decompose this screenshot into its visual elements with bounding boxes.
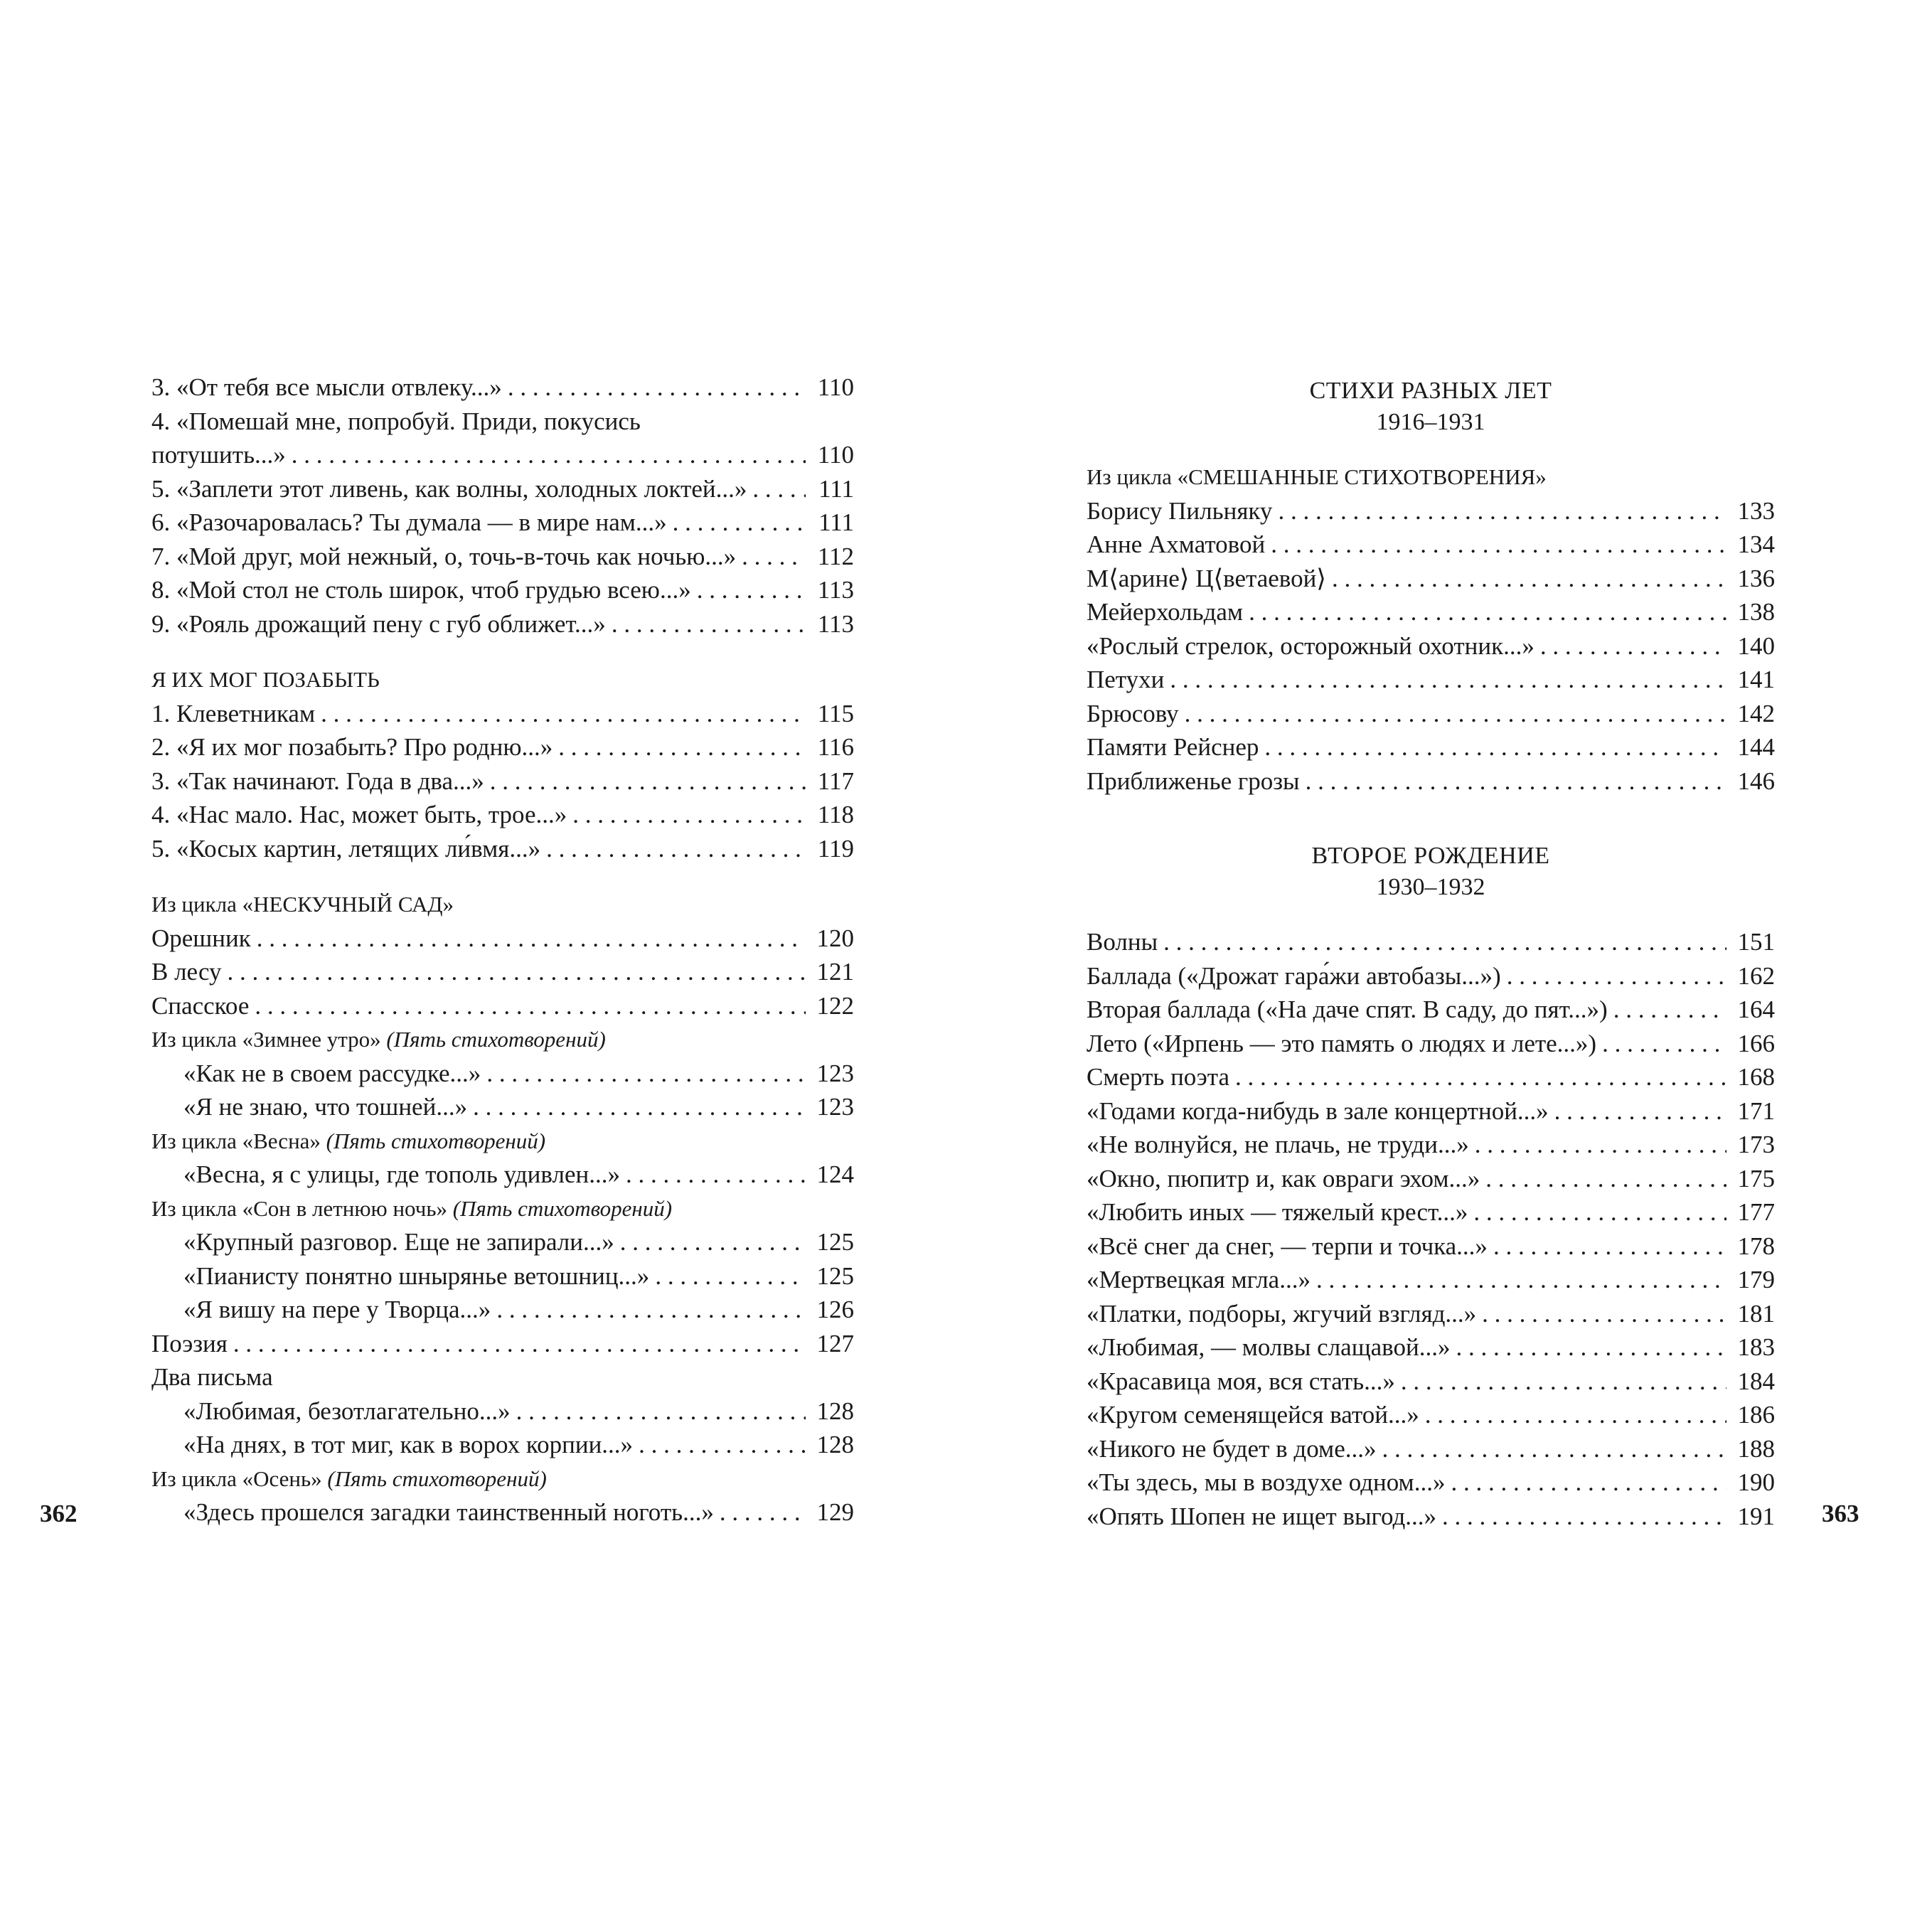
entry-title: 2. «Я их мог позабыть? Про родню...» bbox=[151, 733, 553, 761]
entry-page: 151 bbox=[1737, 928, 1775, 956]
dot-leader bbox=[673, 506, 806, 540]
entry-title: Баллада («Дрожат гара́жи автобазы...») bbox=[1087, 961, 1501, 990]
toc-entry[interactable] bbox=[1087, 697, 1775, 731]
section-heading: Я ИХ МОГ ПОЗАБЫТЬ bbox=[151, 667, 380, 692]
entry-page: 120 bbox=[816, 924, 854, 952]
entry-page: 127 bbox=[816, 1329, 854, 1357]
entry-page: 111 bbox=[818, 508, 854, 536]
toc-entry[interactable] bbox=[1087, 663, 1775, 697]
dot-leader bbox=[742, 540, 806, 574]
dot-leader bbox=[1382, 1432, 1727, 1466]
entry-title: «Любимая, безотлагательно...» bbox=[183, 1397, 511, 1425]
dot-leader bbox=[1482, 1297, 1726, 1331]
entry-title: «Весна, я с улицы, где тополь удивлен...» bbox=[183, 1160, 620, 1188]
entry-page: 121 bbox=[816, 958, 854, 986]
dot-leader bbox=[1306, 764, 1726, 799]
entry-page: 128 bbox=[816, 1397, 854, 1425]
entry-page: 183 bbox=[1737, 1333, 1775, 1361]
entry-page: 115 bbox=[817, 699, 854, 727]
cycle-note: (Пять стихотворений) bbox=[386, 1027, 606, 1052]
group-label bbox=[151, 1360, 854, 1394]
dot-leader bbox=[546, 832, 806, 866]
cycle-heading: Из цикла «СМЕШАННЫЕ СТИХОТВОРЕНИЯ» bbox=[1087, 464, 1547, 489]
entry-page: 111 bbox=[818, 474, 854, 503]
section-title: ВТОРОЕ РОЖДЕНИЕ bbox=[1311, 843, 1550, 869]
dot-leader bbox=[572, 798, 806, 832]
entry-page: 116 bbox=[817, 733, 854, 761]
dot-leader bbox=[1185, 697, 1726, 731]
entry-title: «Годами когда-нибудь в зале концертной...» bbox=[1087, 1096, 1549, 1125]
dot-leader bbox=[1613, 993, 1726, 1027]
entry-page: 178 bbox=[1737, 1232, 1775, 1260]
entry-title: «Платки, подборы, жгучий взгляд...» bbox=[1087, 1299, 1477, 1328]
toc-entry[interactable] bbox=[1087, 528, 1775, 562]
entry-page: 112 bbox=[817, 542, 854, 570]
toc-entry[interactable] bbox=[1087, 1330, 1775, 1365]
entry-title: Смерть поэта bbox=[1087, 1063, 1230, 1091]
section-title: СТИХИ РАЗНЫХ ЛЕТ bbox=[1309, 378, 1552, 404]
cycle-note: (Пять стихотворений) bbox=[452, 1195, 673, 1221]
entry-title: «Красавица моя, вся стать...» bbox=[1087, 1367, 1395, 1395]
entry-page: 128 bbox=[816, 1431, 854, 1458]
entry-title: «Здесь прошелся загадки таинственный ноготь...» bbox=[183, 1498, 714, 1526]
entry-title: Два письма bbox=[151, 1363, 273, 1391]
section-years: 1930–1932 bbox=[1376, 874, 1485, 900]
toc-entry[interactable] bbox=[151, 1057, 854, 1091]
entry-title: «Не волнуйся, не плачь, не труди...» bbox=[1087, 1131, 1469, 1158]
entry-title: 4. «Нас мало. Нас, может быть, трое...» bbox=[151, 801, 567, 828]
toc-entry[interactable] bbox=[151, 1293, 854, 1327]
toc-entry[interactable] bbox=[1087, 1500, 1775, 1534]
dot-leader bbox=[233, 1327, 806, 1361]
entry-title: «Опять Шопен не ищет выгод...» bbox=[1087, 1502, 1437, 1530]
toc-entry[interactable] bbox=[151, 697, 854, 731]
right-page bbox=[966, 0, 1932, 1932]
entry-page: 142 bbox=[1737, 699, 1775, 727]
entry-page: 166 bbox=[1737, 1029, 1775, 1057]
toc-entry[interactable] bbox=[151, 370, 854, 405]
toc-entry[interactable] bbox=[151, 1394, 854, 1429]
cycle-heading bbox=[151, 1124, 854, 1158]
entry-title: 3. «От тебя все мысли отвлеку...» bbox=[151, 373, 502, 401]
entry-page: 140 bbox=[1737, 631, 1775, 660]
dot-leader bbox=[1271, 528, 1726, 562]
section-heading: Из цикла «НЕСКУЧНЫЙ САД» bbox=[151, 892, 454, 917]
toc-entry[interactable] bbox=[1087, 629, 1775, 663]
toc-entry[interactable] bbox=[1087, 1094, 1775, 1128]
toc-entry[interactable] bbox=[151, 1090, 854, 1124]
entry-page: 177 bbox=[1737, 1198, 1775, 1226]
dot-leader bbox=[1278, 494, 1726, 528]
entry-title: Мейерхольдам bbox=[1087, 598, 1244, 626]
cycle-note: (Пять стихотворений) bbox=[327, 1466, 547, 1491]
entry-title: «Любимая, — молвы слащавой...» bbox=[1087, 1333, 1451, 1361]
entry-title: Орешник bbox=[151, 924, 251, 952]
toc-entry[interactable] bbox=[151, 1259, 854, 1293]
entry-title: 8. «Мой стол не столь широк, чтоб грудью всею...» bbox=[151, 576, 691, 604]
entry-title: М⟨арине⟩ Ц⟨ветаевой⟩ bbox=[1087, 564, 1326, 592]
dot-leader bbox=[1493, 1229, 1726, 1264]
entry-title: «Никого не будет в доме...» bbox=[1087, 1434, 1377, 1463]
toc-entry[interactable] bbox=[1087, 1060, 1775, 1094]
toc-entry[interactable] bbox=[1087, 1398, 1775, 1432]
cycle-heading bbox=[151, 1462, 854, 1496]
entry-title: Вторая баллада («На даче спят. В саду, до пят...») bbox=[1087, 996, 1608, 1023]
entry-title: «Мертвецкая мгла...» bbox=[1087, 1266, 1311, 1293]
dot-leader bbox=[1473, 1195, 1726, 1229]
cycle-note: (Пять стихотворений) bbox=[326, 1128, 546, 1153]
cycle-title: Из цикла «Сон в летнюю ночь» bbox=[151, 1195, 447, 1221]
entry-title: В лесу bbox=[151, 958, 222, 986]
dot-leader bbox=[486, 1057, 806, 1091]
toc-entry[interactable] bbox=[1087, 1297, 1775, 1331]
dot-leader bbox=[639, 1428, 806, 1462]
cycle-heading bbox=[151, 1192, 854, 1226]
entry-title: «Ты здесь, мы в воздухе одном...» bbox=[1087, 1468, 1446, 1496]
dot-leader bbox=[1602, 1027, 1726, 1061]
dot-leader bbox=[1540, 629, 1726, 663]
entry-page: 184 bbox=[1737, 1367, 1775, 1395]
entry-title-line1: 4. «Помешай мне, попробуй. Приди, покусись bbox=[151, 407, 641, 435]
entry-page: 129 bbox=[816, 1498, 854, 1526]
toc-entry[interactable] bbox=[151, 1225, 854, 1259]
dot-leader bbox=[720, 1495, 806, 1530]
entry-title: «Рослый стрелок, осторожный охотник...» bbox=[1087, 631, 1535, 660]
entry-title: Борису Пильняку bbox=[1087, 496, 1273, 525]
entry-title: Брюсову bbox=[1087, 699, 1179, 727]
entry-title: Анне Ахматовой bbox=[1087, 530, 1266, 558]
dot-leader bbox=[558, 730, 806, 764]
entry-page: 171 bbox=[1737, 1096, 1775, 1125]
entry-page: 179 bbox=[1737, 1266, 1775, 1293]
toc-entry[interactable] bbox=[1087, 1263, 1775, 1297]
dot-leader bbox=[1425, 1398, 1726, 1432]
entry-title: «Пианисту понятно шнырянье ветошниц...» bbox=[183, 1261, 650, 1290]
entry-page: 117 bbox=[817, 767, 854, 795]
section-years: 1916–1931 bbox=[1376, 409, 1485, 435]
toc-entry[interactable] bbox=[1087, 1195, 1775, 1229]
entry-page: 188 bbox=[1737, 1434, 1775, 1463]
toc-entry[interactable] bbox=[151, 955, 854, 989]
toc-entry[interactable] bbox=[151, 472, 854, 506]
dot-leader bbox=[1485, 1162, 1726, 1196]
entry-title: 5. «Заплети этот ливень, как волны, холодных локтей...» bbox=[151, 474, 747, 503]
entry-title: потушить...» bbox=[151, 441, 286, 469]
toc-entry[interactable] bbox=[1087, 494, 1775, 528]
dot-leader bbox=[1451, 1466, 1726, 1500]
entry-title: Лето («Ирпень — это память о людях и лете...») bbox=[1087, 1029, 1597, 1057]
toc-entry[interactable] bbox=[151, 1158, 854, 1192]
cycle-title: Из цикла «Зимнее утро» bbox=[151, 1027, 381, 1052]
entry-page: 123 bbox=[816, 1059, 854, 1087]
toc-entry[interactable] bbox=[1087, 1432, 1775, 1466]
toc-entry[interactable] bbox=[151, 405, 854, 472]
entry-page: 144 bbox=[1737, 733, 1775, 761]
dot-leader bbox=[1249, 595, 1726, 629]
toc-entry[interactable] bbox=[1087, 1162, 1775, 1196]
entry-page: 190 bbox=[1737, 1468, 1775, 1496]
toc-entry[interactable] bbox=[1087, 993, 1775, 1027]
entry-page: 181 bbox=[1737, 1299, 1775, 1328]
toc-entry[interactable] bbox=[151, 798, 854, 832]
dot-leader bbox=[516, 1394, 806, 1429]
dot-leader bbox=[697, 573, 806, 607]
dot-leader bbox=[1442, 1500, 1726, 1534]
entry-title: 6. «Разочаровалась? Ты думала — в мире нам...» bbox=[151, 508, 667, 536]
entry-title: «На днях, в тот миг, как в ворох корпии...» bbox=[183, 1431, 634, 1458]
page-number: 363 bbox=[1822, 1500, 1859, 1527]
toc-entry[interactable] bbox=[1087, 959, 1775, 993]
entry-title: «Любить иных — тяжелый крест...» bbox=[1087, 1198, 1468, 1226]
entry-page: 134 bbox=[1737, 530, 1775, 558]
dot-leader bbox=[655, 1259, 806, 1293]
entry-title: 1. Клеветникам bbox=[151, 699, 316, 727]
entry-page: 110 bbox=[817, 373, 854, 401]
toc-left bbox=[151, 370, 854, 1530]
entry-title: 7. «Мой друг, мой нежный, о, точь-в-точь как ночью...» bbox=[151, 542, 737, 570]
dot-leader bbox=[1475, 1128, 1726, 1162]
entry-title: «Я не знаю, что тошней...» bbox=[183, 1093, 468, 1121]
entry-page: 141 bbox=[1737, 666, 1775, 693]
entry-title: Спасское bbox=[151, 991, 250, 1020]
toc-entry[interactable] bbox=[1087, 1128, 1775, 1162]
entry-page: 164 bbox=[1737, 996, 1775, 1023]
toc-entry[interactable] bbox=[151, 506, 854, 540]
entry-page: 173 bbox=[1737, 1131, 1775, 1158]
toc-entry[interactable] bbox=[1087, 1365, 1775, 1399]
toc-entry[interactable] bbox=[151, 922, 854, 956]
entry-title: «Кругом семенящейся ватой...» bbox=[1087, 1401, 1419, 1429]
toc-entry[interactable] bbox=[151, 730, 854, 764]
dot-leader bbox=[626, 1158, 806, 1192]
entry-page: 138 bbox=[1737, 598, 1775, 626]
dot-leader bbox=[1264, 730, 1726, 764]
entry-page: 133 bbox=[1737, 496, 1775, 525]
entry-page: 136 bbox=[1737, 564, 1775, 592]
toc-entry[interactable] bbox=[151, 1428, 854, 1462]
entry-page: 186 bbox=[1737, 1401, 1775, 1429]
cycle-heading bbox=[151, 1023, 854, 1057]
entry-title: 3. «Так начинают. Года в два...» bbox=[151, 767, 484, 795]
page-number: 362 bbox=[40, 1500, 78, 1527]
dot-leader bbox=[473, 1090, 806, 1124]
entry-page: 119 bbox=[817, 834, 854, 863]
entry-page: 191 bbox=[1737, 1502, 1775, 1530]
toc-entry[interactable] bbox=[1087, 925, 1775, 959]
dot-leader bbox=[490, 764, 806, 799]
dot-leader bbox=[1507, 959, 1726, 993]
entry-title: «Я вишу на пере у Творца...» bbox=[183, 1296, 491, 1323]
entry-title: 9. «Рояль дрожащий пену с губ оближет...» bbox=[151, 609, 606, 638]
entry-title: Петухи bbox=[1087, 666, 1165, 693]
dot-leader bbox=[1401, 1365, 1726, 1399]
dot-leader bbox=[496, 1293, 806, 1327]
dot-leader bbox=[508, 370, 806, 405]
entry-page: 123 bbox=[816, 1093, 854, 1121]
entry-title: Приближенье грозы bbox=[1087, 767, 1300, 795]
dot-leader bbox=[1170, 663, 1726, 697]
entry-page: 162 bbox=[1737, 961, 1775, 990]
toc-entry[interactable] bbox=[151, 832, 854, 866]
entry-title: 5. «Косых картин, летящих ли́вмя...» bbox=[151, 834, 541, 863]
entry-page: 124 bbox=[816, 1160, 854, 1188]
dot-leader bbox=[1235, 1060, 1726, 1094]
toc-entry[interactable] bbox=[1087, 595, 1775, 629]
dot-leader bbox=[612, 607, 806, 641]
entry-page: 110 bbox=[817, 441, 854, 469]
entry-title: «Всё снег да снег, — терпи и точка...» bbox=[1087, 1232, 1488, 1260]
entry-page: 118 bbox=[817, 801, 854, 828]
entry-page: 125 bbox=[816, 1228, 854, 1256]
toc-entry[interactable] bbox=[1087, 730, 1775, 764]
toc-entry[interactable] bbox=[1087, 562, 1775, 596]
entry-title: Поэзия bbox=[151, 1329, 228, 1357]
toc-entry[interactable] bbox=[151, 607, 854, 641]
dot-leader bbox=[255, 989, 806, 1023]
toc-entry[interactable] bbox=[151, 1495, 854, 1530]
entry-page: 126 bbox=[816, 1296, 854, 1323]
entry-title: «Окно, пюпитр и, как овраги эхом...» bbox=[1087, 1164, 1480, 1192]
toc-entry[interactable] bbox=[151, 540, 854, 574]
entry-page: 146 bbox=[1737, 767, 1775, 795]
toc-right bbox=[1087, 375, 1775, 1533]
toc-entry[interactable] bbox=[1087, 764, 1775, 799]
entry-page: 168 bbox=[1737, 1063, 1775, 1091]
toc-entry[interactable] bbox=[151, 1327, 854, 1361]
cycle-title: Из цикла «Осень» bbox=[151, 1466, 322, 1491]
dot-leader bbox=[1554, 1094, 1726, 1128]
entry-page: 175 bbox=[1737, 1164, 1775, 1192]
dot-leader bbox=[1332, 562, 1726, 596]
cycle-title: Из цикла «Весна» bbox=[151, 1128, 321, 1153]
dot-leader bbox=[321, 697, 806, 731]
toc-entry[interactable] bbox=[1087, 1229, 1775, 1264]
entry-page: 113 bbox=[817, 609, 854, 638]
dot-leader bbox=[257, 922, 806, 956]
toc-entry[interactable] bbox=[151, 573, 854, 607]
entry-page: 113 bbox=[817, 576, 854, 604]
dot-leader bbox=[292, 438, 806, 472]
entry-page: 122 bbox=[816, 991, 854, 1020]
dot-leader bbox=[1163, 925, 1726, 959]
dot-leader bbox=[1316, 1263, 1726, 1297]
dot-leader bbox=[752, 472, 806, 506]
dot-leader bbox=[228, 955, 806, 989]
toc-entry[interactable] bbox=[1087, 1027, 1775, 1061]
toc-entry[interactable] bbox=[1087, 1466, 1775, 1500]
entry-title: «Как не в своем рассудке...» bbox=[183, 1059, 481, 1087]
entry-page: 125 bbox=[816, 1261, 854, 1290]
entry-title: Памяти Рейснер bbox=[1087, 733, 1259, 761]
entry-title: «Крупный разговор. Еще не запирали...» bbox=[183, 1228, 614, 1256]
toc-entry[interactable] bbox=[151, 989, 854, 1023]
dot-leader bbox=[620, 1225, 806, 1259]
toc-entry[interactable] bbox=[151, 764, 854, 799]
entry-title: Волны bbox=[1087, 928, 1158, 956]
dot-leader bbox=[1456, 1330, 1726, 1365]
